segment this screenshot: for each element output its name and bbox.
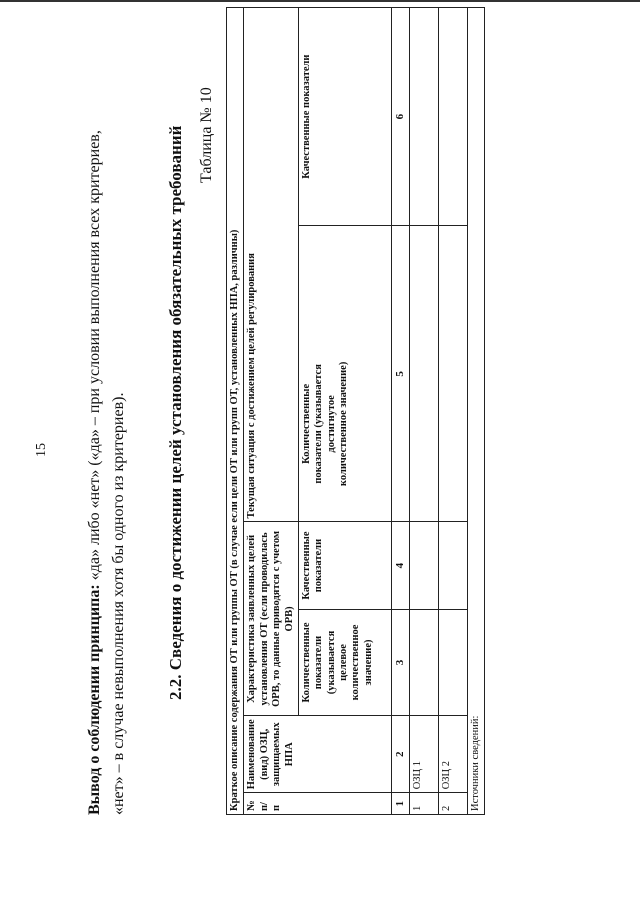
- empty-cell: [438, 609, 467, 716]
- goals-table: [226, 7, 485, 815]
- col-current-situation-header: Текущая ситуация с достижением целей регулирования: [244, 8, 299, 522]
- col-achieved-quantitative-header: Количественные показатели (указывается достигнутое количественное значение): [298, 226, 391, 522]
- column-number-row: [391, 8, 409, 815]
- conclusion-text: «да» либо «нет» («да» – при условии выполнения всех критериев,: [86, 130, 103, 585]
- conclusion-line: [86, 130, 104, 815]
- column-number: 5: [391, 226, 409, 522]
- table-header-row: [244, 8, 299, 815]
- column-number: 2: [391, 716, 409, 793]
- empty-cell: [409, 609, 438, 716]
- empty-cell: [409, 226, 438, 522]
- row-name: ОЗЦ 2: [438, 716, 467, 793]
- column-number: 4: [391, 522, 409, 609]
- section-title: 2.2. Сведения о достижении целей установления обязательных требований: [166, 125, 185, 700]
- conclusion-line-2: «нет» – в случае невыполнения хотя бы одного из критериев).: [110, 392, 127, 815]
- col-target-quantitative-header: Количественные показатели (указывается целевое количественное значение): [298, 609, 391, 716]
- empty-cell: [438, 522, 467, 609]
- sources-row: [467, 8, 484, 815]
- empty-cell: [438, 226, 467, 522]
- table-caption-row: [227, 8, 244, 815]
- column-number: 6: [391, 8, 409, 226]
- table-row: [409, 8, 438, 815]
- page-number: 15: [34, 443, 49, 457]
- table-caption: Краткое описание содержания ОТ или группы ОТ (в случае если цели ОТ или групп ОТ, установленных НПА, различны): [227, 8, 244, 815]
- conclusion-label: Вывод о соблюдении принципа:: [86, 584, 103, 815]
- col-name-header: Наименование (вид) ОЗЦ, защищаемых НПА: [244, 716, 392, 793]
- sources-label: Источники сведений:: [467, 8, 484, 815]
- row-name: ОЗЦ 1: [409, 716, 438, 793]
- col-achieved-qualitative-header: Качественные показатели: [298, 8, 391, 226]
- column-number: 1: [391, 793, 409, 815]
- column-number: 3: [391, 609, 409, 716]
- table-number: Таблица № 10: [198, 87, 215, 183]
- col-target-qualitative-header: Качественные показатели: [298, 522, 391, 609]
- row-number: 1: [409, 793, 438, 815]
- table-subheader-row: [298, 8, 391, 815]
- col-number-header: № п/п: [244, 793, 392, 815]
- table-row: [438, 8, 467, 815]
- row-number: 2: [438, 793, 467, 815]
- col-declared-goals-header: Характеристика заявленных целей установления ОТ (если проводилась ОРВ, то данные приводятся с учетом ОРВ): [244, 522, 299, 716]
- empty-cell: [409, 522, 438, 609]
- empty-cell: [409, 8, 438, 226]
- empty-cell: [438, 8, 467, 226]
